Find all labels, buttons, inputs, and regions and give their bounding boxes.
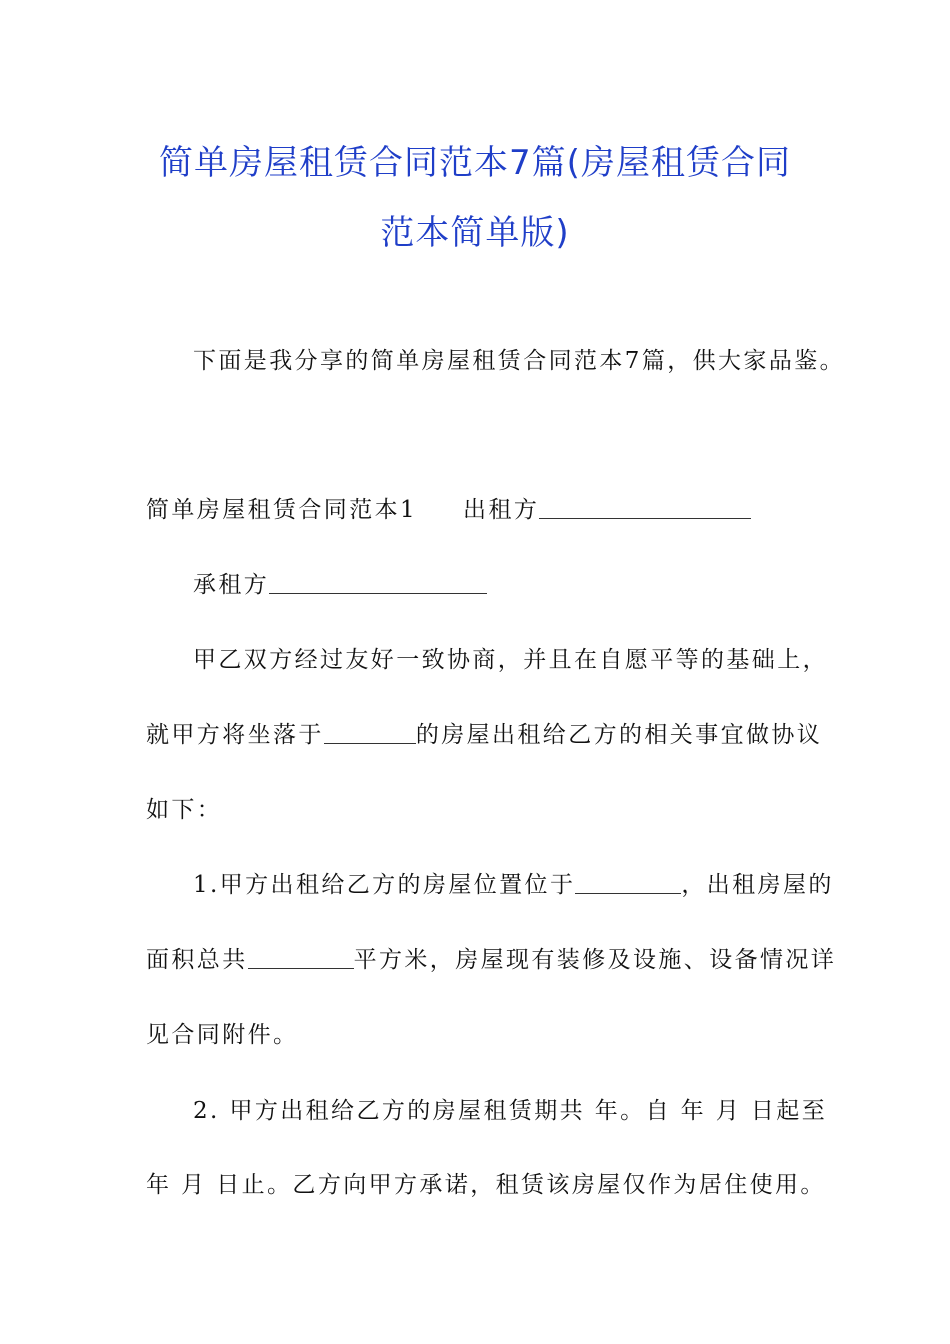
clause1-text-d: 平方米，房屋现有装修及设施、设备情况详 <box>353 947 837 973</box>
lessee-label: 承租方 <box>193 572 270 598</box>
lessor-blank <box>539 496 751 519</box>
clause2-line-1: 2. 甲方出租给乙方的房屋租赁期共 年。自 年 月 日起至 <box>193 1098 828 1124</box>
lessee-row <box>193 570 487 600</box>
document-title-line-1: 简单房屋租赁合同范本7篇(房屋租赁合同 <box>159 143 791 183</box>
area-blank <box>248 946 354 969</box>
clause1-text-c: 面积总共 <box>146 947 248 973</box>
clause1-text-a: 1.甲方出租给乙方的房屋位置位于 <box>193 872 576 898</box>
intro-paragraph: 下面是我分享的简单房屋租赁合同范本7篇，供大家品鉴。 <box>193 348 846 374</box>
clause1-text-b: ，出租房屋的 <box>681 872 834 898</box>
contract-1-heading: 简单房屋租赁合同范本1 <box>146 497 418 523</box>
clause2-line-2: 年 月 日止。乙方向甲方承诺，租赁该房屋仅作为居住使用。 <box>146 1172 826 1198</box>
para1-line-1: 甲乙双方经过友好一致协商，并且在自愿平等的基础上， <box>193 647 828 673</box>
para1-line-2 <box>146 720 822 750</box>
para1-text-b: 的房屋出租给乙方的相关事宜做协议 <box>415 722 823 748</box>
property-location-blank <box>324 721 416 744</box>
contract-1-heading-row <box>146 495 751 525</box>
para1-text-a: 就甲方将坐落于 <box>146 722 324 748</box>
document-title-line-2: 范本简单版) <box>380 213 570 253</box>
clause1-line-3: 见合同附件。 <box>146 1022 299 1048</box>
clause1-line-2 <box>146 945 836 975</box>
para1-line-3: 如下： <box>146 797 223 823</box>
house-address-blank <box>575 871 681 894</box>
clause1-line-1 <box>193 870 834 900</box>
lessor-label: 出租方 <box>463 497 540 523</box>
lessee-blank <box>269 571 487 594</box>
